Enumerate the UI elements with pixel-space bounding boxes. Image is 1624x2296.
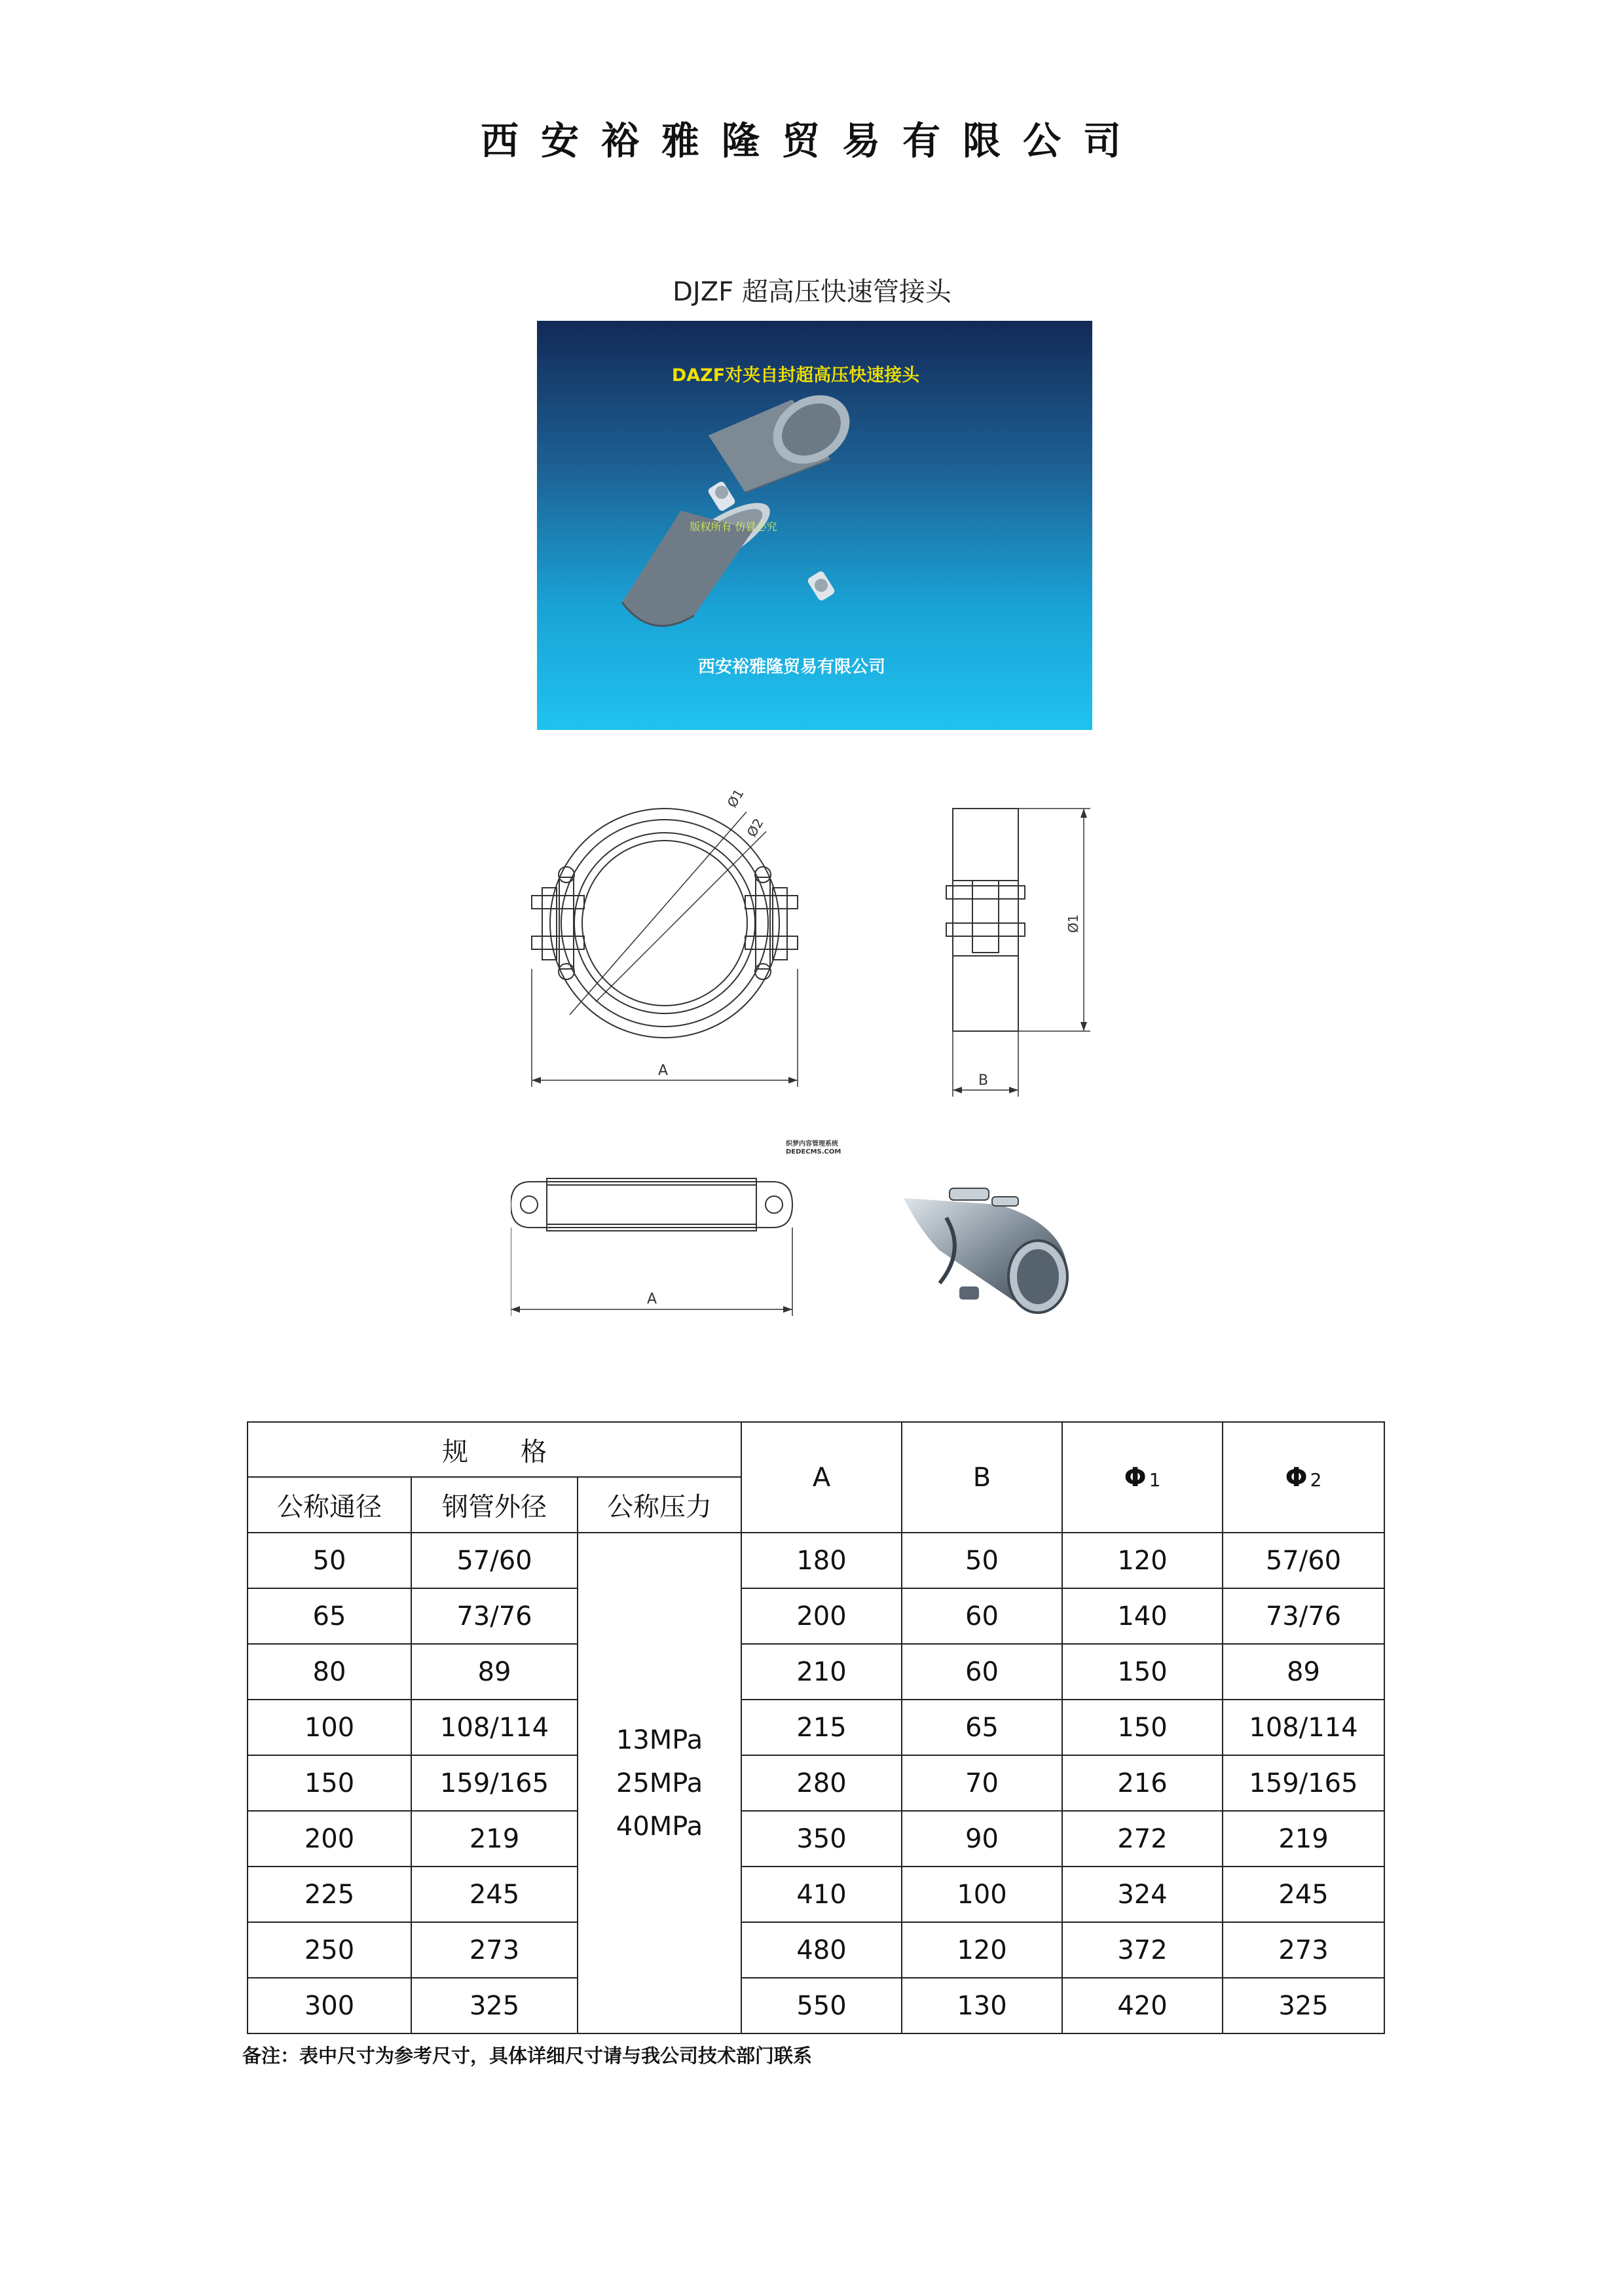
photo-company: 西安裕雅隆贸易有限公司: [697, 657, 886, 677]
cell-od: 73/76: [411, 1588, 578, 1644]
phi2-symbol: Φ: [1285, 1462, 1308, 1493]
side-dim-b: B: [978, 1072, 989, 1089]
cell-phi2: 245: [1223, 1867, 1384, 1922]
phi1-subscript: 1: [1149, 1468, 1161, 1491]
cell-b: 60: [902, 1644, 1062, 1700]
table-row: [248, 1700, 1384, 1755]
cell-dn: 100: [248, 1700, 411, 1755]
cell-phi1: 140: [1062, 1588, 1223, 1644]
table-row: [248, 1644, 1384, 1700]
pressure-25: 25MPa: [616, 1768, 703, 1798]
header-dn: 公称通径: [248, 1477, 411, 1533]
front-dia1: Ø1: [724, 786, 747, 811]
table-row: [248, 1867, 1384, 1922]
cell-phi1: 150: [1062, 1644, 1223, 1700]
side-dia1: Ø1: [1065, 914, 1081, 933]
cell-od: 159/165: [411, 1755, 578, 1811]
header-b: B: [902, 1422, 1062, 1533]
top-view-drawing: [511, 1169, 799, 1319]
front-dia2: Ø2: [743, 815, 767, 840]
cell-phi2: 325: [1223, 1978, 1384, 2033]
cell-phi2: 89: [1223, 1644, 1384, 1700]
side-view-drawing: [936, 802, 1100, 1110]
cell-pressure: [578, 1533, 741, 2033]
cell-od: 273: [411, 1922, 578, 1978]
remark-note: 备注：表中尺寸为参考尺寸，具体详细尺寸请与我公司技术部门联系: [242, 2045, 813, 2067]
cell-od: 57/60: [411, 1533, 578, 1588]
cell-phi2: 57/60: [1223, 1533, 1384, 1588]
cell-a: 210: [741, 1644, 902, 1700]
table-row: [248, 1811, 1384, 1867]
cell-od: 219: [411, 1811, 578, 1867]
cell-od: 245: [411, 1867, 578, 1922]
pressure-13: 13MPa: [616, 1724, 703, 1755]
cell-b: 130: [902, 1978, 1062, 2033]
cell-dn: 80: [248, 1644, 411, 1700]
header-od: 钢管外径: [411, 1477, 578, 1533]
front-dim-a: A: [658, 1063, 669, 1079]
front-view-drawing: [517, 773, 812, 1106]
cell-dn: 300: [248, 1978, 411, 2033]
header-a: A: [741, 1422, 902, 1533]
cell-a: 480: [741, 1922, 902, 1978]
cell-dn: 50: [248, 1533, 411, 1588]
cell-a: 280: [741, 1755, 902, 1811]
cell-b: 50: [902, 1533, 1062, 1588]
table-header-row-1: [248, 1422, 1384, 1477]
photo-watermark: 版权所有 仿冒必究: [690, 520, 777, 533]
spec-table: [247, 1421, 1385, 2034]
cell-phi2: 73/76: [1223, 1588, 1384, 1644]
table-row: [248, 1533, 1384, 1588]
header-pn: 公称压力: [578, 1477, 741, 1533]
stamp-line-1: 织梦内容管理系统: [786, 1140, 838, 1148]
phi2-subscript: 2: [1310, 1468, 1322, 1491]
pipe-illustration: [622, 381, 862, 626]
cell-b: 120: [902, 1922, 1062, 1978]
cell-od: 108/114: [411, 1700, 578, 1755]
cell-phi1: 372: [1062, 1922, 1223, 1978]
cell-b: 70: [902, 1755, 1062, 1811]
cell-od: 89: [411, 1644, 578, 1700]
pressure-40: 40MPa: [616, 1811, 703, 1842]
cell-phi1: 420: [1062, 1978, 1223, 2033]
phi1-symbol: Φ: [1124, 1462, 1147, 1493]
photo-headline: DAZF对夹自封超高压快速接头: [671, 365, 920, 386]
header-spec-group: 规 格: [248, 1422, 741, 1477]
cell-phi1: 216: [1062, 1755, 1223, 1811]
cell-phi2: 108/114: [1223, 1700, 1384, 1755]
stamp-line-2: DEDECMS.COM: [786, 1148, 841, 1156]
cell-phi2: 273: [1223, 1922, 1384, 1978]
cell-a: 180: [741, 1533, 902, 1588]
cell-b: 90: [902, 1811, 1062, 1867]
table-row: [248, 1922, 1384, 1978]
bottom-dim-a: A: [647, 1291, 657, 1307]
cell-phi1: 324: [1062, 1867, 1223, 1922]
cell-a: 350: [741, 1811, 902, 1867]
cell-phi1: 120: [1062, 1533, 1223, 1588]
cell-dn: 225: [248, 1867, 411, 1922]
cell-a: 215: [741, 1700, 902, 1755]
cell-b: 65: [902, 1700, 1062, 1755]
cell-dn: 200: [248, 1811, 411, 1867]
cutaway-illustration: [900, 1178, 1077, 1322]
cell-phi1: 272: [1062, 1811, 1223, 1867]
drawing-stamp: [786, 1140, 841, 1156]
company-title: 西安裕雅隆贸易有限公司: [480, 118, 1143, 163]
table-row: [248, 1588, 1384, 1644]
cell-phi2: 219: [1223, 1811, 1384, 1867]
header-phi2: [1223, 1422, 1384, 1533]
cell-dn: 250: [248, 1922, 411, 1978]
cell-a: 410: [741, 1867, 902, 1922]
product-title: DJZF 超高压快速管接头: [673, 277, 951, 307]
table-row: [248, 1755, 1384, 1811]
cell-od: 325: [411, 1978, 578, 2033]
table-row: [248, 1978, 1384, 2033]
cell-dn: 65: [248, 1588, 411, 1644]
cell-b: 60: [902, 1588, 1062, 1644]
cell-b: 100: [902, 1867, 1062, 1922]
product-photo: [537, 321, 1092, 730]
cell-dn: 150: [248, 1755, 411, 1811]
cell-phi2: 159/165: [1223, 1755, 1384, 1811]
cell-phi1: 150: [1062, 1700, 1223, 1755]
cell-a: 200: [741, 1588, 902, 1644]
header-phi1: [1062, 1422, 1223, 1533]
cell-a: 550: [741, 1978, 902, 2033]
